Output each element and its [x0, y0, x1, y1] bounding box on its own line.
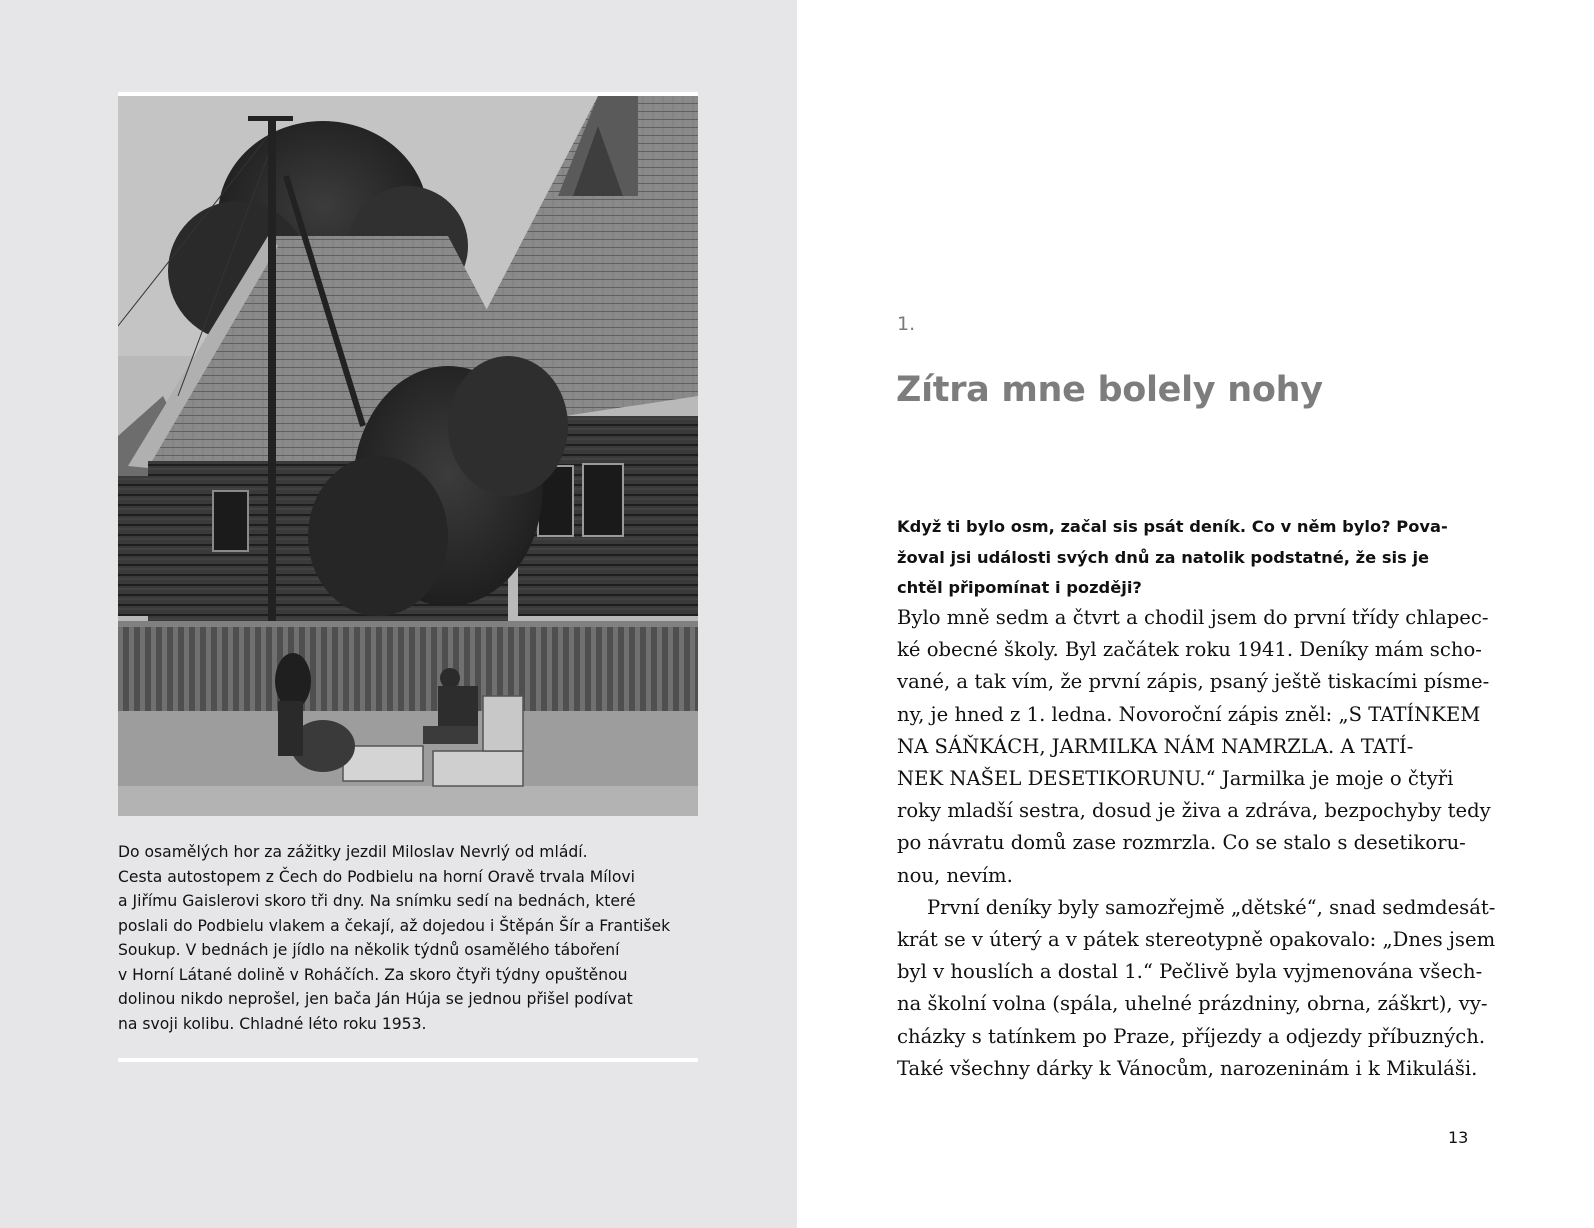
answer-line: krát se v úterý a v pátek stereotypně opakovalo: „Dnes jsem — [897, 928, 1496, 952]
answer-line: roky mladší sestra, dosud je živa a zdráva, bezpochyby tedy — [897, 799, 1491, 823]
page-number: 13 — [1448, 1128, 1469, 1147]
answer-line: NA SÁŇKÁCH, JARMILKA NÁM NAMRZLA. A TATÍ- — [897, 734, 1414, 758]
right-page — [797, 0, 1594, 1228]
question-line: Když ti bylo osm, začal sis psát deník. Co v něm bylo? Pova- — [897, 517, 1448, 536]
question-line: žoval jsi události svých dnů za natolik podstatné, že sis je — [897, 547, 1430, 567]
caption-line: a Jiřímu Gaislerovi skoro tři dny. Na snímku sedí na bednách, které — [118, 892, 636, 910]
chapter-title: Zítra mne bolely nohy — [896, 370, 1323, 410]
answer-line: ké obecné školy. Byl začátek roku 1941. Deníky mám scho- — [897, 638, 1482, 662]
answer-line: ny, je hned z 1. ledna. Novoroční zápis zněl: „S TATÍNKEM — [897, 702, 1481, 726]
caption-line: v Horní Látané dolině v Roháčích. Za skoro čtyři týdny opuštěnou — [118, 965, 628, 984]
answer-line: První deníky byly samozřejmě „dětské“, snad sedmdesát- — [927, 895, 1496, 919]
caption-bottom-rule — [118, 1058, 698, 1062]
question-line: chtěl připomínat i později? — [897, 578, 1142, 597]
caption-line: Cesta autostopem z Čech do Podbielu na horní Oravě trvala Mílovi — [118, 867, 635, 886]
caption-line: Do osamělých hor za zážitky jezdil Miloslav Nevrlý od mládí. — [118, 843, 588, 861]
caption-line: na svoji kolibu. Chladné léto roku 1953. — [118, 1014, 427, 1033]
village-photo — [118, 96, 698, 816]
answer-line: NEK NAŠEL DESETIKORUNU.“ Jarmilka je moje o čtyři — [897, 767, 1454, 791]
answer-line: nou, nevím. — [897, 863, 1013, 887]
caption-line: poslali do Podbielu vlakem a čekají, až dojedou i Štěpán Šír a František — [118, 916, 671, 935]
answer-line: na školní volna (spála, uhelné prázdniny, obrna, záškrt), vy- — [897, 992, 1488, 1016]
answer-line: po návratu domů zase rozmrzla. Co se stalo s desetikoru- — [897, 831, 1466, 855]
interview-question — [897, 512, 1477, 604]
answer-line: byl v houslích a dostal 1.“ Pečlivě byla vyjmenována všech- — [897, 960, 1483, 984]
caption-line: dolinou nikdo neprošel, jen bača Ján Húja se jednou přišel podívat — [118, 990, 633, 1008]
answer-line: vané, a tak vím, že první zápis, psaný ještě tiskacími písme- — [897, 670, 1490, 694]
chapter-number: 1. — [897, 313, 916, 335]
answer-line: cházky s tatínkem po Praze, příjezdy a odjezdy příbuzných. — [897, 1024, 1486, 1048]
interview-answer — [897, 602, 1497, 1085]
photo-caption — [118, 840, 708, 1036]
caption-line: Soukup. V bednách je jídlo na několik týdnů osamělého táboření — [118, 941, 620, 959]
answer-line: Také všechny dárky k Vánocům, narozeninám i k Mikuláši. — [897, 1056, 1478, 1080]
answer-line: Bylo mně sedm a čtvrt a chodil jsem do první třídy chlapec- — [897, 606, 1489, 629]
